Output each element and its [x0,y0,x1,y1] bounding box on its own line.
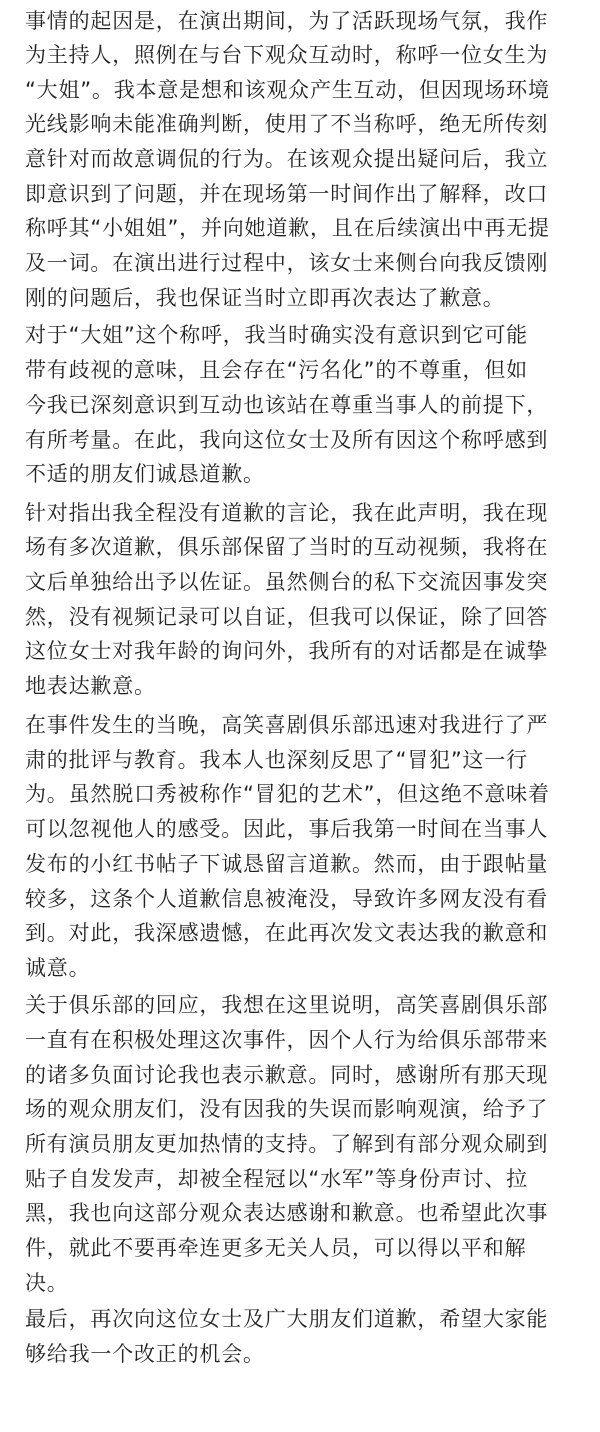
text-line: 带有歧视的意味，且会存在“污名化”的不尊重，但如 [25,358,528,382]
text-line: 地表达歉意。 [25,674,156,698]
text-line: 贴子自发发声，却被全程冠以“水军”等身份声讨、拉 [25,1167,528,1191]
text-line: 发布的小红书帖子下诚恳留言道歉。然而，由于跟帖量 [25,852,549,876]
text-line: 一直有在积极处理这次事件，因个人行为给俱乐部带来 [25,1028,549,1052]
text-line: 及一词。在演出进行过程中，该女士来侧台向我反馈刚 [25,251,549,275]
text-line: 即意识到了问题，并在现场第一时间作出了解释，改口 [25,182,549,206]
text-line: 不适的朋友们诚恳道歉。 [25,462,265,486]
text-line: 事情的起因是，在演出期间，为了活跃现场气氛，我作 [25,9,549,33]
text-line: 文后单独给出予以佐证。虽然侧台的私下交流因事发突 [25,570,549,594]
text-line: 称呼其“小姐姐”，并向她道歉，且在后续演出中再无提 [25,216,550,240]
text-line: 可以忽视他人的感受。因此，事后我第一时间在当事人 [25,817,549,841]
text-line: 为主持人，照例在与台下观众互动时，称呼一位女生为 [25,43,549,67]
text-line: 决。 [25,1271,69,1295]
text-line: 诚意。 [25,956,91,980]
text-line: 然，没有视频记录可以自证，但我可以保证，除了回答 [25,605,549,629]
text-line: 对于“大姐”这个称呼，我当时确实没有意识到它可能 [25,323,528,347]
text-line: 针对指出我全程没有道歉的言论，我在此声明，我在现 [25,501,549,525]
text-line: 较多，这条个人道歉信息被淹没，导致许多网友没有看 [25,887,549,911]
text-line: 光线影响未能准确判断，使用了不当称呼，绝无所传刻 [25,112,549,136]
text-line: 够给我一个改正的机会。 [25,1342,265,1366]
text-line: 最后，再次向这位女士及广大朋友们道歉，希望大家能 [25,1307,549,1331]
text-line: 的诸多负面讨论我也表示歉意。同时，感谢所有那天现 [25,1063,549,1087]
text-line: 刚的问题后，我也保证当时立即再次表达了歉意。 [25,286,505,310]
text-line: 关于俱乐部的回应，我想在这里说明，高笑喜剧俱乐部 [25,993,549,1017]
text-line: 到。对此，我深感遗憾，在此再次发文表达我的歉意和 [25,921,549,945]
text-line: 意针对而故意调侃的行为。在该观众提出疑问后，我立 [25,147,549,171]
text-line: 在事件发生的当晚，高笑喜剧俱乐部迅速对我进行了严 [25,713,549,737]
text-line: 件，就此不要再牵连更多无关人员，可以得以平和解 [25,1236,527,1260]
text-line: 场有多次道歉，俱乐部保留了当时的互动视频，我将在 [25,535,549,559]
text-line: 有所考量。在此，我向这位女士及所有因这个称呼感到 [25,428,549,452]
text-line: 肃的批评与教育。我本人也深刻反思了“冒犯”这一行 [25,748,528,772]
text-line: 场的观众朋友们，没有因我的失误而影响观演，给予了 [25,1097,549,1121]
text-line: 这位女士对我年龄的询问外，我所有的对话都是在诚挚 [25,639,549,663]
text-line: 所有演员朋友更加热情的支持。了解到有部分观众刷到 [25,1132,549,1156]
text-line: 黑，我也向这部分观众表达感谢和歉意。也希望此次事 [25,1201,549,1225]
text-line: “大姐”。我本意是想和该观众产生互动，但因现场环境 [25,78,550,102]
text-line: 今我已深刻意识到互动也该站在尊重当事人的前提下， [25,393,549,417]
text-line: 为。虽然脱口秀被称作“冒犯的艺术”，但这绝不意味着 [25,782,550,806]
